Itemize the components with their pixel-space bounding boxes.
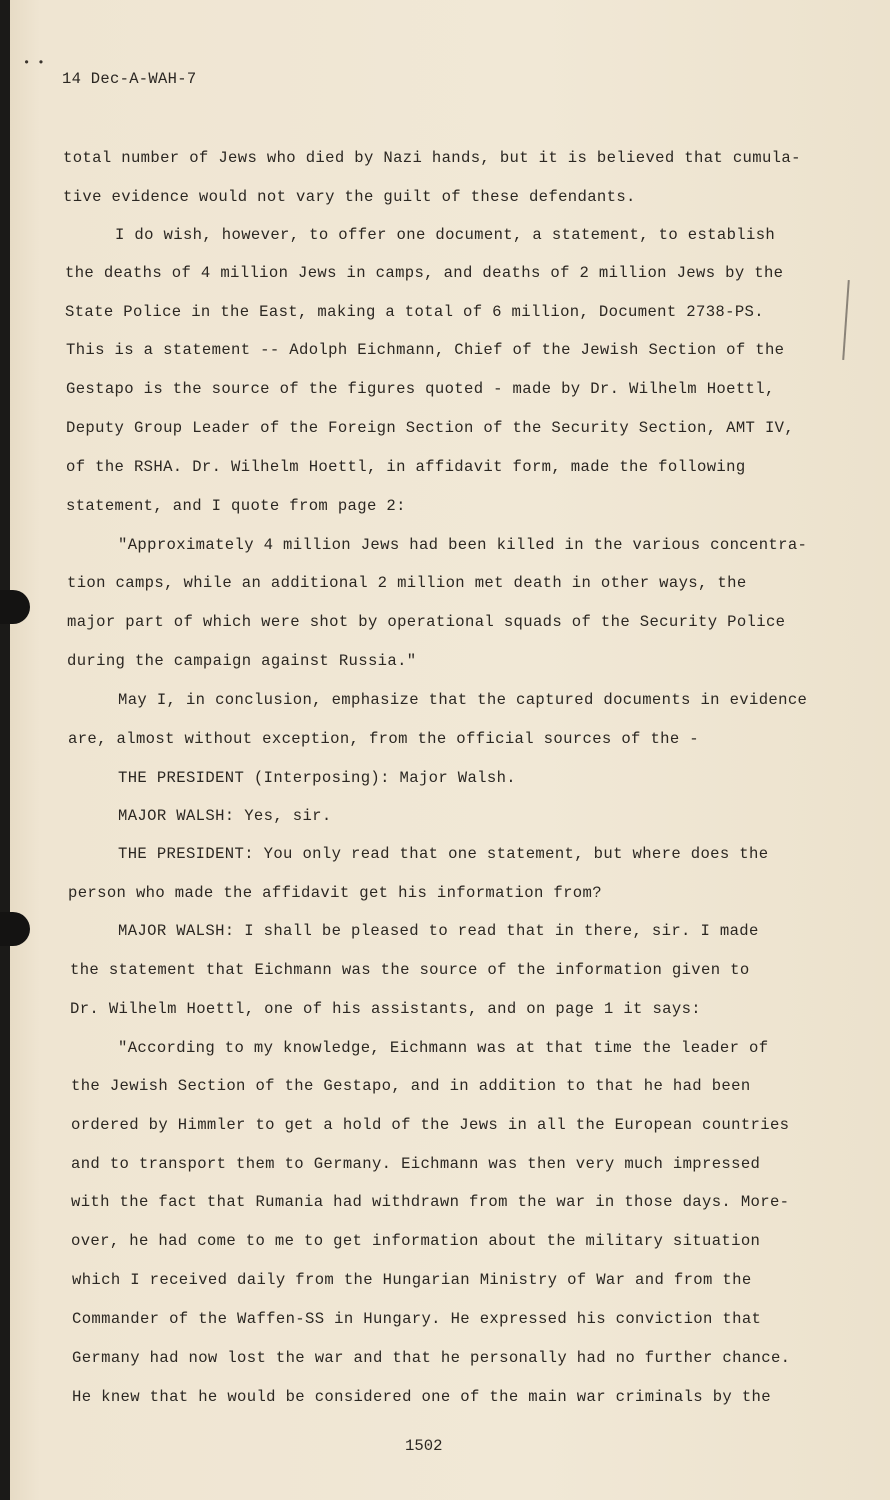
text-line: tive evidence would not vary the guilt of these defendants. — [63, 188, 636, 206]
text-line: ordered by Himmler to get a hold of the Jews in all the European countries — [71, 1116, 790, 1134]
text-line: which I received daily from the Hungarian Ministry of War and from the — [72, 1271, 752, 1289]
text-line: State Police in the East, making a total of 6 million, Document 2738-PS. — [65, 303, 764, 321]
text-line: He knew that he would be considered one of the main war criminals by the — [72, 1388, 771, 1406]
text-line: THE PRESIDENT: You only read that one statement, but where does the — [118, 845, 769, 863]
text-line: the statement that Eichmann was the source of the information given to — [70, 961, 750, 979]
page-number: 1502 — [405, 1437, 443, 1455]
punch-hole-bottom — [0, 912, 30, 946]
text-line: Deputy Group Leader of the Foreign Section of the Security Section, AMT IV, — [66, 419, 795, 437]
text-line: the deaths of 4 million Jews in camps, and deaths of 2 million Jews by the — [65, 264, 784, 282]
binding-strip — [0, 0, 10, 1500]
text-line: statement, and I quote from page 2: — [66, 497, 406, 515]
text-line: the Jewish Section of the Gestapo, and in addition to that he had been — [71, 1077, 751, 1095]
text-line: tion camps, while an additional 2 million met death in other ways, the — [67, 574, 747, 592]
text-line: "According to my knowledge, Eichmann was at that time the leader of — [118, 1039, 769, 1057]
text-line: with the fact that Rumania had withdrawn from the war in those days. More- — [71, 1193, 790, 1211]
text-line: May I, in conclusion, emphasize that the captured documents in evidence — [118, 691, 808, 709]
text-line: and to transport them to Germany. Eichmann was then very much impressed — [71, 1155, 761, 1173]
text-line: Germany had now lost the war and that he personally had no further chance. — [72, 1349, 791, 1367]
margin-pencil-line — [842, 280, 850, 360]
margin-mark: • • — [23, 56, 45, 70]
text-line: person who made the affidavit get his information from? — [68, 884, 602, 902]
text-line: This is a statement -- Adolph Eichmann, Chief of the Jewish Section of the — [66, 341, 785, 359]
text-line: major part of which were shot by operational squads of the Security Police — [67, 613, 786, 631]
text-line: Dr. Wilhelm Hoettl, one of his assistants, and on page 1 it says: — [70, 1000, 702, 1018]
text-line: I do wish, however, to offer one document, a statement, to establish — [115, 226, 776, 244]
text-line: are, almost without exception, from the official sources of the - — [68, 730, 700, 748]
text-line: Commander of the Waffen-SS in Hungary. He expressed his conviction that — [72, 1310, 762, 1328]
text-line: over, he had come to me to get information about the military situation — [71, 1232, 761, 1250]
text-line: during the campaign against Russia." — [67, 652, 417, 670]
text-line: "Approximately 4 million Jews had been killed in the various concentra- — [118, 536, 808, 554]
text-line: total number of Jews who died by Nazi hands, but it is believed that cumula- — [63, 149, 801, 167]
text-line: Gestapo is the source of the figures quoted - made by Dr. Wilhelm Hoettl, — [66, 380, 775, 398]
text-line: MAJOR WALSH: I shall be pleased to read that in there, sir. I made — [118, 922, 759, 940]
punch-hole-top — [0, 590, 30, 624]
text-line: of the RSHA. Dr. Wilhelm Hoettl, in affidavit form, made the following — [66, 458, 746, 476]
text-line: MAJOR WALSH: Yes, sir. — [118, 807, 332, 825]
document-header-id: 14 Dec-A-WAH-7 — [62, 70, 197, 88]
text-line: THE PRESIDENT (Interposing): Major Walsh. — [118, 769, 517, 787]
